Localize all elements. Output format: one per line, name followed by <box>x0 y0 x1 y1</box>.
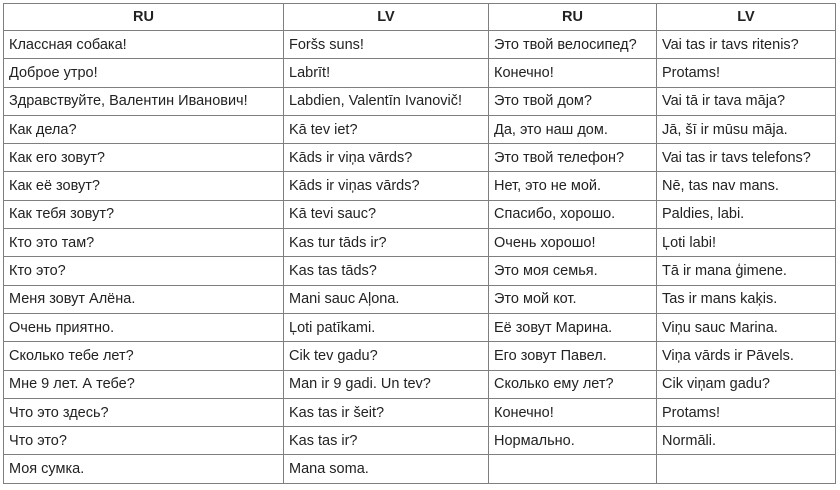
cell-lv-translation: Kāds ir viņas vārds? <box>284 172 489 200</box>
cell-lv-translation: Vai tā ir tava māja? <box>657 87 836 115</box>
cell-lv-translation: Cik tev gadu? <box>284 342 489 370</box>
cell-lv-translation: Viņu sauc Marina. <box>657 313 836 341</box>
cell-ru-phrase: Как дела? <box>4 115 284 143</box>
table-row <box>4 144 836 172</box>
cell-ru-phrase: Нормально. <box>489 427 657 455</box>
table-row <box>4 31 836 59</box>
cell-lv-translation: Jā, šī ir mūsu māja. <box>657 115 836 143</box>
cell-lv-translation: Vai tas ir tavs ritenis? <box>657 31 836 59</box>
table-row <box>4 342 836 370</box>
cell-ru-phrase: Доброе утро! <box>4 59 284 87</box>
header-lv-2: LV <box>657 4 836 31</box>
cell-lv-translation: Protams! <box>657 398 836 426</box>
cell-lv-translation: Kas tas ir? <box>284 427 489 455</box>
cell-ru-phrase: Здравствуйте, Валентин Иванович! <box>4 87 284 115</box>
cell-lv-translation: Kas tas ir šeit? <box>284 398 489 426</box>
cell-ru-phrase: Сколько тебе лет? <box>4 342 284 370</box>
header-ru-2: RU <box>489 4 657 31</box>
cell-lv-translation: Man ir 9 gadi. Un tev? <box>284 370 489 398</box>
table-row <box>4 455 836 483</box>
cell-lv-translation: Kas tur tāds ir? <box>284 229 489 257</box>
cell-ru-phrase: Это твой велосипед? <box>489 31 657 59</box>
table-row <box>4 229 836 257</box>
cell-lv-translation: Paldies, labi. <box>657 200 836 228</box>
table-row <box>4 313 836 341</box>
table-row <box>4 285 836 313</box>
header-row <box>4 4 836 31</box>
table-row <box>4 87 836 115</box>
cell-lv-translation <box>657 455 836 483</box>
cell-ru-phrase: Как тебя зовут? <box>4 200 284 228</box>
cell-lv-translation: Tā ir mana ģimene. <box>657 257 836 285</box>
cell-lv-translation: Labrīt! <box>284 59 489 87</box>
cell-ru-phrase: Сколько ему лет? <box>489 370 657 398</box>
cell-lv-translation: Ļoti patīkami. <box>284 313 489 341</box>
cell-ru-phrase: Спасибо, хорошо. <box>489 200 657 228</box>
cell-lv-translation: Tas ir mans kaķis. <box>657 285 836 313</box>
table-row <box>4 370 836 398</box>
cell-ru-phrase: Это твой телефон? <box>489 144 657 172</box>
cell-lv-translation: Kā tevi sauc? <box>284 200 489 228</box>
cell-lv-translation: Labdien, Valentīn Ivanovič! <box>284 87 489 115</box>
cell-ru-phrase: Меня зовут Алёна. <box>4 285 284 313</box>
header-lv-1: LV <box>284 4 489 31</box>
cell-lv-translation: Mana soma. <box>284 455 489 483</box>
cell-lv-translation: Viņa vārds ir Pāvels. <box>657 342 836 370</box>
cell-ru-phrase <box>489 455 657 483</box>
cell-ru-phrase: Как его зовут? <box>4 144 284 172</box>
cell-ru-phrase: Её зовут Марина. <box>489 313 657 341</box>
cell-lv-translation: Normāli. <box>657 427 836 455</box>
cell-ru-phrase: Да, это наш дом. <box>489 115 657 143</box>
table-row <box>4 398 836 426</box>
cell-lv-translation: Mani sauc Aļona. <box>284 285 489 313</box>
cell-lv-translation: Cik viņam gadu? <box>657 370 836 398</box>
cell-ru-phrase: Конечно! <box>489 398 657 426</box>
cell-lv-translation: Foršs suns! <box>284 31 489 59</box>
cell-ru-phrase: Его зовут Павел. <box>489 342 657 370</box>
cell-ru-phrase: Моя сумка. <box>4 455 284 483</box>
cell-ru-phrase: Как её зовут? <box>4 172 284 200</box>
cell-lv-translation: Kāds ir viņa vārds? <box>284 144 489 172</box>
cell-ru-phrase: Очень приятно. <box>4 313 284 341</box>
cell-ru-phrase: Это твой дом? <box>489 87 657 115</box>
phrase-table-container <box>3 3 836 484</box>
cell-ru-phrase: Что это здесь? <box>4 398 284 426</box>
cell-ru-phrase: Очень хорошо! <box>489 229 657 257</box>
cell-ru-phrase: Кто это? <box>4 257 284 285</box>
cell-ru-phrase: Мне 9 лет. А тебе? <box>4 370 284 398</box>
cell-lv-translation: Ļoti labi! <box>657 229 836 257</box>
header-ru-1: RU <box>4 4 284 31</box>
cell-lv-translation: Nē, tas nav mans. <box>657 172 836 200</box>
cell-ru-phrase: Кто это там? <box>4 229 284 257</box>
table-row <box>4 59 836 87</box>
phrase-table <box>3 3 836 484</box>
table-row <box>4 172 836 200</box>
cell-lv-translation: Kā tev iet? <box>284 115 489 143</box>
cell-ru-phrase: Классная собака! <box>4 31 284 59</box>
table-row <box>4 427 836 455</box>
table-body <box>4 31 836 484</box>
cell-ru-phrase: Что это? <box>4 427 284 455</box>
cell-lv-translation: Kas tas tāds? <box>284 257 489 285</box>
cell-ru-phrase: Конечно! <box>489 59 657 87</box>
cell-ru-phrase: Это моя семья. <box>489 257 657 285</box>
cell-lv-translation: Vai tas ir tavs telefons? <box>657 144 836 172</box>
cell-lv-translation: Protams! <box>657 59 836 87</box>
table-row <box>4 200 836 228</box>
cell-ru-phrase: Нет, это не мой. <box>489 172 657 200</box>
table-row <box>4 115 836 143</box>
table-row <box>4 257 836 285</box>
cell-ru-phrase: Это мой кот. <box>489 285 657 313</box>
